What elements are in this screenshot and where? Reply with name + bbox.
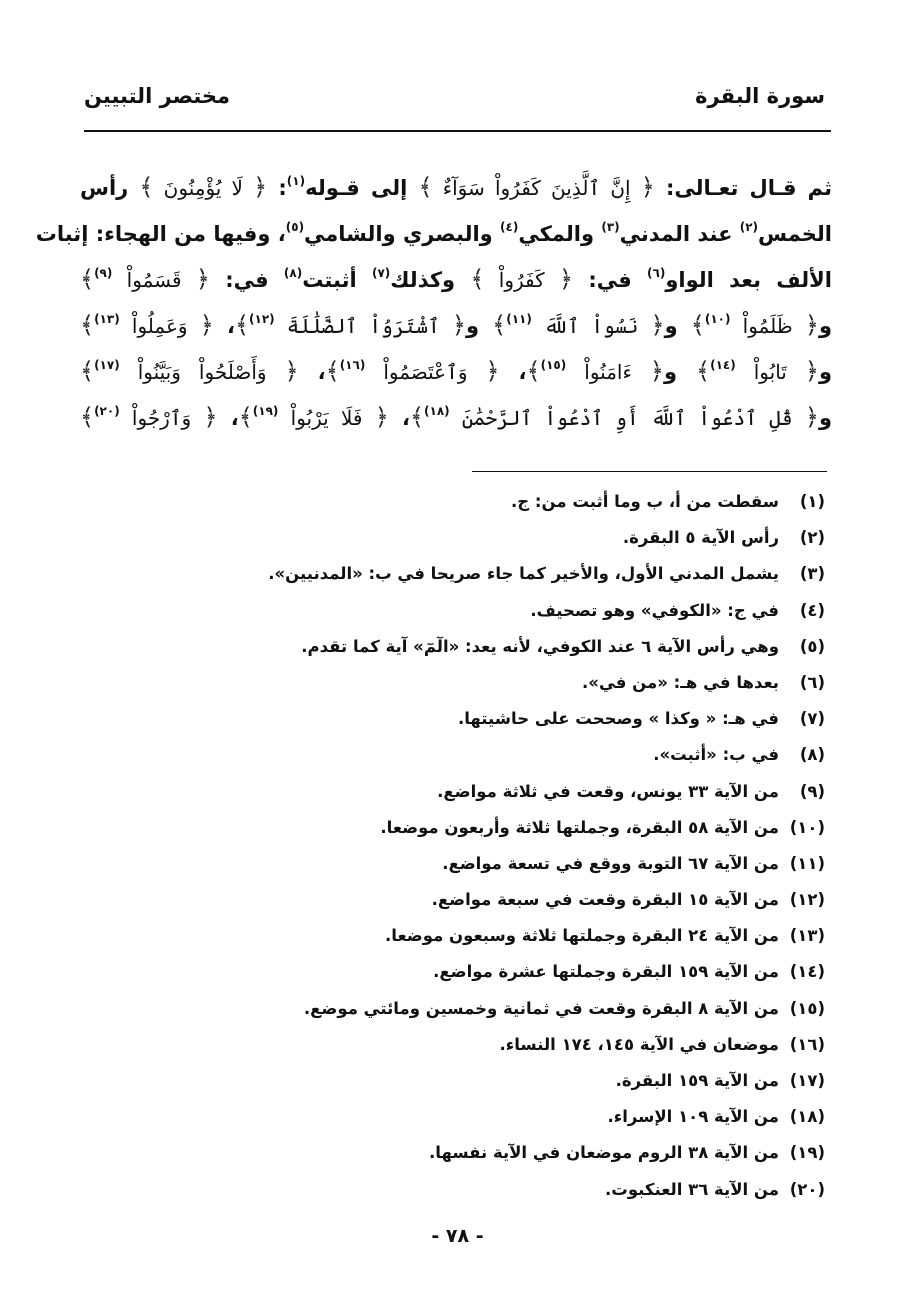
quran-quote: وَأَصْلَحُواْ وَبَيَّنُواْ: [119, 360, 285, 384]
footnote-item: [65, 701, 825, 737]
footnotes-list: [65, 484, 825, 1208]
quran-bracket-open-icon: ﴿: [558, 265, 574, 293]
text-run: :: [267, 176, 287, 200]
footnote-ref: (٤): [500, 220, 519, 234]
quran-bracket-close-icon: ﴾: [238, 403, 253, 431]
footnote-number: (١٥): [789, 998, 825, 1018]
footnote-item: [65, 810, 825, 846]
footnote-number: (١٢): [789, 890, 825, 910]
quran-quote: كَفَرُواْ: [484, 268, 559, 292]
quran-quote: نَسُواْ ٱللَّهَ: [531, 314, 651, 338]
footnote-ref: (٩): [94, 266, 113, 280]
footnote-item: [65, 737, 825, 773]
text-run: إلى قـوله: [305, 176, 419, 200]
footnote-number: (١١): [789, 853, 825, 873]
quran-quote: فَلَا يَرْبُواْ: [278, 406, 375, 430]
footnote-text: من الآية ٦٧ التوبة ووقع في تسعة مواضع.: [442, 853, 779, 873]
footnote-text: من الآية ١٥٩ البقرة.: [615, 1071, 779, 1090]
quran-bracket-open-icon: ﴿: [485, 357, 500, 385]
footnote-ref: (١٠): [704, 312, 731, 326]
text-run: و: [818, 406, 833, 430]
quran-bracket-open-icon: ﴿: [284, 357, 299, 385]
footnote-ref: (٢٠): [94, 404, 120, 418]
footnote-text: من الآية ٣٦ العنكبوت.: [604, 1179, 779, 1199]
running-header-surah: سورة البقرة: [695, 84, 825, 108]
footnote-ref: (١): [286, 174, 306, 188]
quran-bracket-close-icon: ﴾: [409, 403, 425, 431]
quran-quote: وَٱرْجُواْ: [119, 406, 204, 430]
text-run: أثبتت: [302, 268, 372, 292]
footnote-number: (٢): [799, 528, 825, 548]
quran-bracket-close-icon: ﴾: [492, 311, 507, 339]
text-line-2: [35, 204, 832, 250]
footnote-number: (١٦): [789, 1034, 825, 1054]
footnote-text: من الآية ١٥ البقرة وقعت في سبعة مواضع.: [431, 890, 779, 910]
main-text: [35, 158, 833, 434]
text-run: عند المدني: [619, 222, 740, 246]
text-run: الألف بعد الواو: [665, 268, 832, 292]
quran-bracket-open-icon: ﴿: [199, 311, 214, 339]
footnote-text: من الآية ٣٨ الروم موضعان في الآية نفسها.: [428, 1143, 779, 1163]
footnote-item: [65, 846, 825, 882]
footnote-item: [65, 1063, 825, 1099]
quran-bracket-close-icon: ﴾: [80, 403, 95, 431]
quran-bracket-close-icon: ﴾: [80, 357, 95, 385]
text-run: في:: [573, 268, 648, 292]
quran-quote: ٱشْتَرَوُاْ ٱلضَّلَٰلَةَ: [274, 314, 452, 338]
footnote-item: [65, 954, 825, 990]
footnote-text: من الآية ٢٤ البقرة وجملتها ثلاثة وسبعون موضعا.: [385, 926, 779, 946]
quran-bracket-open-icon: ﴿: [804, 311, 819, 339]
quran-bracket-close-icon: ﴾: [325, 357, 340, 385]
quran-bracket-close-icon: ﴾: [418, 173, 433, 201]
footnote-item: [65, 629, 825, 665]
quran-bracket-open-icon: ﴿: [195, 265, 210, 293]
footnote-text: سقطت من أ، ب وما أثبت من: ج.: [511, 492, 779, 511]
quran-quote: إِنَّ ٱلَّذِينَ كَفَرُواْ سَوَآءٌ: [432, 176, 641, 200]
footnote-text: من الآية ٨ البقرة وقعت في ثمانية وخمسين ومائتي موضع.: [303, 998, 779, 1018]
quran-quote: قَسَمُواْ: [112, 268, 196, 292]
quran-bracket-close-icon: ﴾: [80, 265, 95, 293]
quran-bracket-open-icon: ﴿: [451, 311, 466, 339]
footnote-item: [65, 774, 825, 810]
footnote-number: (٩): [799, 781, 825, 801]
text-line-5: [80, 342, 832, 388]
footnote-ref: (٣): [601, 220, 620, 234]
footnote-number: (٦): [799, 672, 825, 692]
footnote-item: [65, 484, 825, 520]
footnote-item: [65, 1172, 825, 1208]
footnote-item: [65, 1099, 825, 1135]
text-run: و: [818, 360, 833, 384]
text-line-4: [80, 296, 832, 342]
text-run: وكذلك: [390, 268, 471, 292]
running-header-book-title: مختصر التبيين: [84, 84, 231, 108]
footnote-ref: (١٢): [249, 312, 275, 326]
footnote-ref: (٨): [283, 266, 303, 280]
quran-quote: وَعَمِلُواْ: [119, 314, 200, 338]
text-run: ، وفيها من الهجاء: إثبات: [35, 222, 286, 246]
quran-quote: قُلِ ٱدْعُواْ ٱللَّهَ أَوِ ٱدْعُواْ ٱلرَّحْمَٰنَ: [449, 406, 805, 430]
footnote-number: (٥): [799, 636, 825, 656]
quran-quote: لَا يُؤْمِنُونَ: [153, 176, 254, 200]
header-rule: [84, 130, 831, 132]
text-run: والبصري والشامي: [304, 222, 501, 246]
footnote-text: رأس الآية ٥ البقرة.: [622, 528, 779, 548]
footnote-item: [65, 1135, 825, 1171]
text-run: ،: [298, 360, 326, 384]
text-run: و: [818, 314, 832, 338]
quran-bracket-open-icon: ﴿: [804, 357, 819, 385]
footnote-text: في ب: «أثبت».: [653, 745, 779, 765]
text-line-3: [80, 250, 832, 296]
footnote-ref: (١٨): [424, 404, 450, 418]
footnote-number: (١٤): [789, 962, 825, 982]
footnote-ref: (٢): [739, 220, 759, 234]
footnote-text: من الآية ١٥٩ البقرة وجملتها عشرة مواضع.: [433, 962, 779, 982]
footnote-text: في هـ: « وكذا » وصححت على حاشيتها.: [457, 709, 779, 729]
quran-bracket-close-icon: ﴾: [139, 173, 154, 201]
text-run: رأس: [80, 176, 140, 200]
footnote-item: [65, 556, 825, 592]
text-run: الخمس: [758, 222, 832, 246]
quran-quote: ظَلَمُواْ: [730, 314, 805, 338]
footnote-ref: (٦): [647, 266, 666, 280]
text-run: ،: [499, 360, 527, 384]
footnote-item: [65, 882, 825, 918]
text-run: ثم قـال تعـالى:: [654, 176, 833, 200]
quran-bracket-close-icon: ﴾: [234, 311, 250, 339]
footnote-number: (٢٠): [789, 1179, 825, 1199]
text-line-1: [80, 158, 832, 204]
footnote-ref: (١٥): [540, 358, 567, 372]
quran-bracket-open-icon: ﴿: [804, 403, 819, 431]
footnote-item: [65, 520, 825, 556]
footnote-number: (١٧): [789, 1071, 825, 1090]
quran-bracket-close-icon: ﴾: [690, 311, 705, 339]
page-number: - ٧٨ -: [431, 1225, 484, 1247]
footnote-ref: (١٦): [339, 358, 366, 372]
quran-bracket-open-icon: ﴿: [640, 173, 655, 201]
quran-bracket-close-icon: ﴾: [470, 265, 485, 293]
footnote-text: من الآية ٣٣ يونس، وقعت في ثلاثة مواضع.: [437, 781, 779, 801]
footnote-ref: (٥): [285, 220, 305, 234]
footnote-number: (١٠): [789, 817, 825, 837]
text-run: و: [663, 360, 697, 384]
footnote-text: يشمل المدني الأول، والأخير كما جاء صريحا في ب: «المدنيين».: [268, 564, 779, 584]
quran-bracket-close-icon: ﴾: [80, 311, 95, 339]
quran-bracket-open-icon: ﴿: [203, 403, 218, 431]
text-run: ،: [213, 314, 235, 338]
footnote-item: [65, 991, 825, 1027]
quran-quote: تَابُواْ: [735, 360, 805, 384]
text-run: ،: [217, 406, 239, 430]
quran-bracket-open-icon: ﴿: [374, 403, 389, 431]
footnote-ref: (١٤): [710, 358, 736, 372]
text-run: والمكي: [518, 222, 602, 246]
footnote-item: [65, 665, 825, 701]
footnote-number: (٣): [799, 564, 825, 584]
footnote-ref: (١٧): [94, 358, 120, 372]
quran-quote: وَٱعْتَصَمُواْ: [365, 360, 486, 384]
footnote-text: موضعان في الآية ١٤٥، ١٧٤ النساء.: [499, 1034, 779, 1054]
text-run: و: [465, 314, 493, 338]
footnote-number: (١): [799, 492, 825, 511]
footnote-ref: (١١): [506, 312, 532, 326]
quran-bracket-close-icon: ﴾: [696, 357, 711, 385]
footnote-number: (٤): [799, 600, 825, 620]
quran-bracket-open-icon: ﴿: [253, 173, 268, 201]
footnote-item: [65, 593, 825, 629]
footnote-number: (١٨): [789, 1107, 825, 1127]
text-line-6: [80, 388, 832, 434]
footnote-ref: (٧): [371, 266, 391, 280]
footnote-text: بعدها في هـ: «من في».: [582, 672, 779, 692]
footnote-item: [65, 918, 825, 954]
quran-bracket-close-icon: ﴾: [526, 357, 541, 385]
quran-bracket-open-icon: ﴿: [649, 357, 664, 385]
footnote-separator: [472, 471, 827, 472]
footnote-number: (٧): [799, 709, 825, 729]
footnote-text: من الآية ٥٨ البقرة، وجملتها ثلاثة وأربعون موضعا.: [380, 817, 779, 837]
footnote-ref: (١٣): [94, 312, 120, 326]
footnote-text: من الآية ١٠٩ الإسراء.: [607, 1107, 779, 1127]
footnote-number: (١٣): [789, 926, 825, 946]
footnote-ref: (١٩): [252, 404, 279, 418]
text-run: و: [664, 314, 691, 338]
quran-bracket-open-icon: ﴿: [650, 311, 665, 339]
text-run: ،: [388, 406, 410, 430]
quran-quote: ءَامَنُواْ: [566, 360, 650, 384]
footnote-number: (١٩): [789, 1143, 825, 1163]
footnote-number: (٨): [799, 745, 825, 765]
footnote-text: في ج: «الكوفي» وهو تصحيف.: [530, 600, 779, 620]
text-run: في:: [209, 268, 284, 292]
footnote-text: وهي رأس الآية ٦ عند الكوفي، لأنه يعد: «الٓمٓ» آية كما تقدم.: [301, 636, 779, 656]
footnote-item: [65, 1027, 825, 1063]
